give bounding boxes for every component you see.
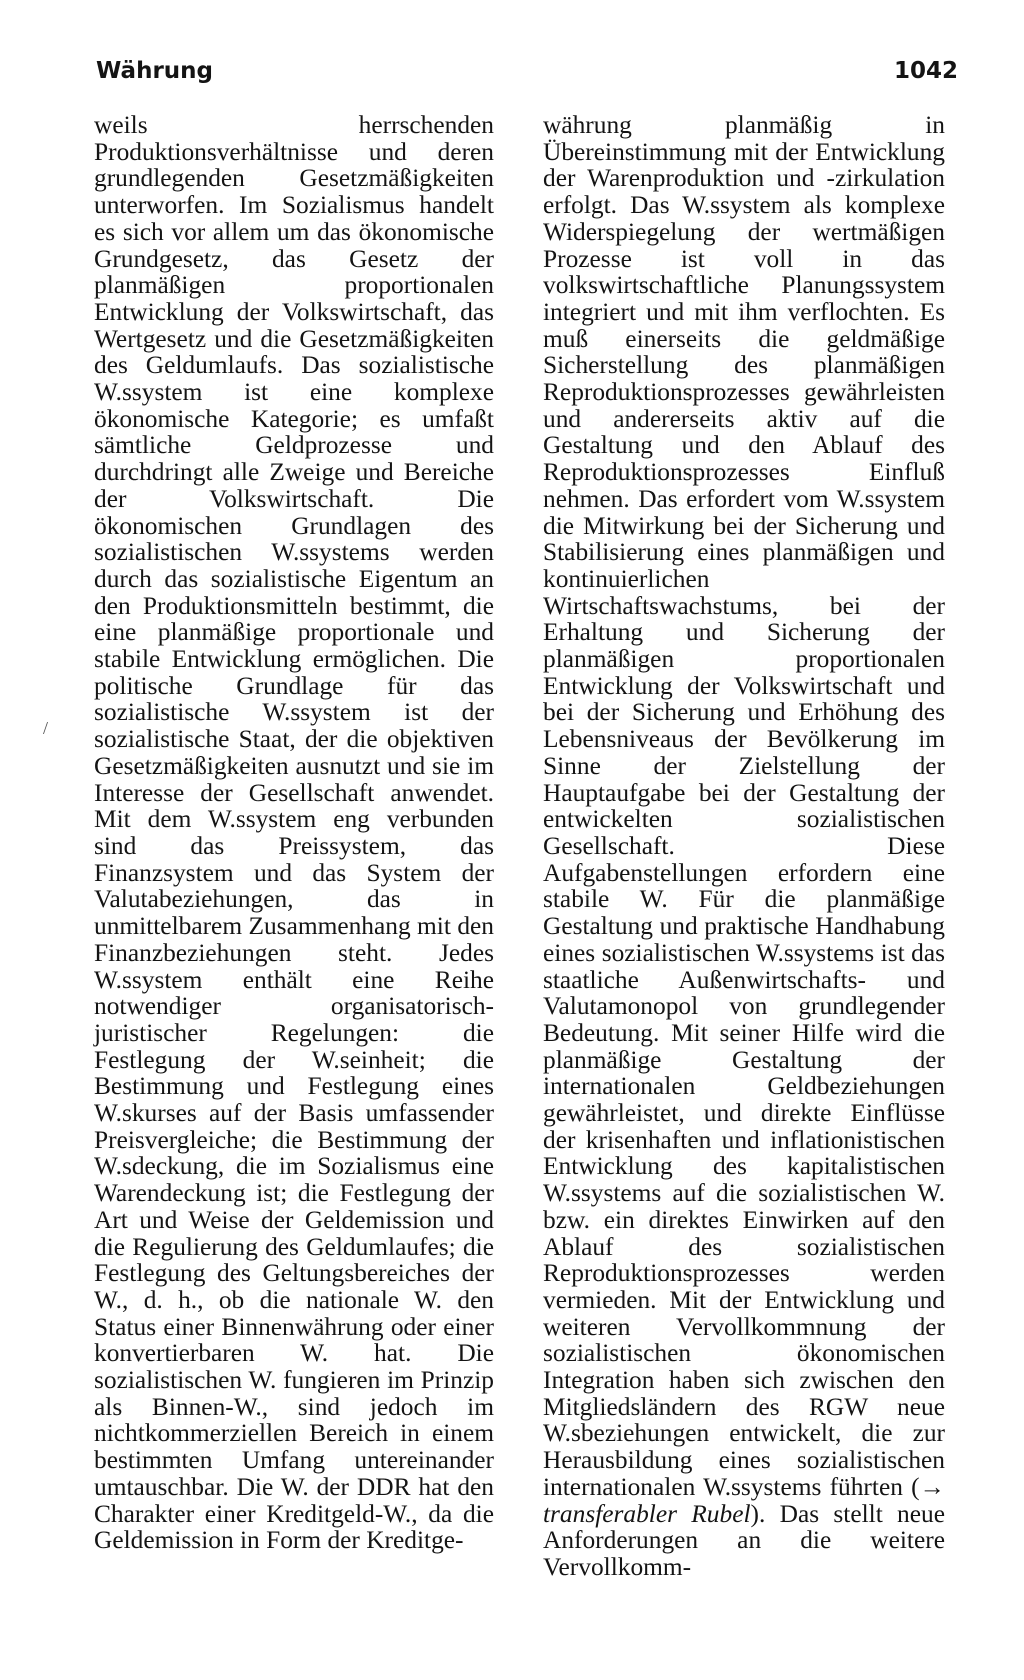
right-column-text: währung planmäßig in Übereinstimmung mit der Entwicklung der Warenproduktion und -zirkulation erfolgt. Das W.ssystem als komplexe Widerspiegelung der wertmäßigen Prozesse ist voll in das volkswirtschaftliche Planungssystem integriert und mit ihm verflochten. Es muß einerseits die geldmäßige Sicherstellung des planmäßigen Reproduktionsprozesses gewährleisten und andererseits aktiv auf die Gestaltung und den Ablauf des Reproduktionsprozesses Einfluß nehmen. Das erfordert vom W.ssystem die Mitwirkung bei der Sicherung und Stabilisierung eines planmäßigen und kontinuierlichen Wirtschaftswachstums, bei der Erhaltung und Sicherung der planmäßigen proportionalen Entwicklung der Volkswirtschaft und bei der Sicherung und Erhöhung des Lebensniveaus der Bevölkerung im Sinne der Zielstellung der Hauptaufgabe bei der Gestaltung der entwickelten sozialistischen Gesellschaft. Diese Aufgabenstellungen erfordern eine stabile W. Für die planmäßige Gestaltung und praktische Handhabung eines sozialistischen W.ssystems ist das staatliche Außenwirtschafts- und Valutamonopol von grundlegender Bedeutung. Mit seiner Hilfe wird die planmäßige Gestaltung der internationalen Geldbeziehungen gewährleistet, und direkte Einflüsse der krisenhaften und inflationistischen Entwicklung des kapitalistischen W.ssystems auf die sozialistischen W. bzw. ein direktes Einwirken auf den Ablauf des sozialistischen Reproduktionsprozesses werden vermieden. Mit der Entwicklung und weiteren Vervollkommnung der sozialistischen ökonomischen Integration haben sich zwischen den Mitgliedsländern des RGW neue W.sbeziehungen entwickelt, die zur Herausbildung eines sozialistischen internationalen W.ssystems führten ( xyxy=(543,111,945,1501)
page-number: 1042 xyxy=(893,58,958,84)
cross-reference-term: transferabler Rubel xyxy=(543,1499,751,1528)
margin-mark: / xyxy=(43,718,49,738)
right-column-text-end: ). Das stellt neue Anforderungen an die weitere Vervollkomm- xyxy=(543,1499,945,1581)
right-column-paragraph xyxy=(543,112,945,1581)
text-column-left xyxy=(94,112,494,1554)
left-column-text: weils herrschenden Produktionsverhältnisse und deren grundlegenden Gesetzmäßigkeiten unterworfen. Im Sozialismus handelt es sich vor allem um das ökonomische Grundgesetz, das Gesetz der planmäßigen proportionalen Entwicklung der Volkswirtschaft, das Wertgesetz und die Gesetzmäßigkeiten des Geldumlaufs. Das sozialistische W.ssystem ist eine komplexe ökonomische Kategorie; es umfaßt sämtliche Geldprozesse und durchdringt alle Zweige und Bereiche der Volkswirtschaft. Die ökonomischen Grundlagen des sozialistischen W.ssystems werden durch das sozialistische Eigentum an den Produktionsmitteln bestimmt, die eine planmäßige proportionale und stabile Entwicklung ermöglichen. Die politische Grundlage für das sozialistische W.ssystem ist der sozialistische Staat, der die objektiven Gesetzmäßigkeiten ausnutzt und sie im Interesse der Gesellschaft anwendet. Mit dem W.ssystem eng verbunden sind das Preissystem, das Finanzsystem und das System der Valutabeziehungen, das in unmittelbarem Zusammenhang mit den Finanzbeziehungen steht. Jedes W.ssystem enthält eine Reihe notwendiger organisatorisch-juristischer Regelungen: die Festlegung der W.seinheit; die Bestimmung und Festlegung eines W.skurses auf der Basis umfassender Preisvergleiche; die Bestimmung der W.sdeckung, die im Sozialismus eine Warendeckung ist; die Festlegung der Art und Weise der Geldemission und die Regulierung des Geldumlaufes; die Festlegung des Geltungsbereiches der W., d. h., ob die nationale W. den Status einer Binnenwährung oder einer konvertierbaren W. hat. Die sozialistischen W. fungieren im Prinzip als Binnen-W., sind jedoch im nichtkommerziellen Bereich in einem bestimmten Umfang untereinander umtauschbar. Die W. der DDR hat den Charakter einer Kreditgeld-W., da die Geldemission in Form der Kreditge- xyxy=(94,111,494,1555)
cross-reference-arrow: → xyxy=(919,1472,945,1501)
running-head-keyword: Währung xyxy=(96,58,213,84)
page-header xyxy=(96,58,958,98)
text-column-right xyxy=(543,112,945,1581)
